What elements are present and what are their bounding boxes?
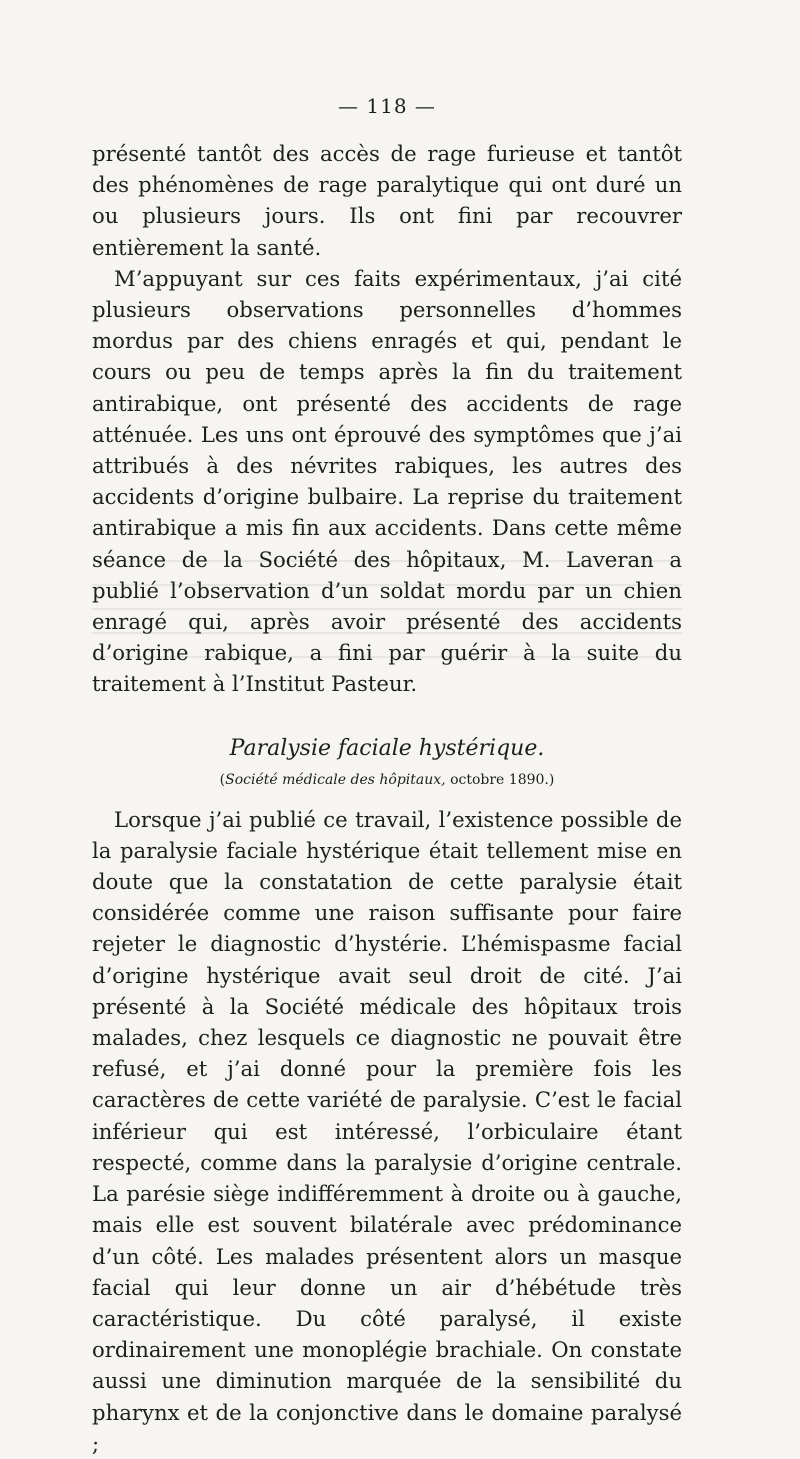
subtitle-date: octobre 1890.) [445,771,555,788]
paragraph-continuation: présenté tantôt des accès de rage furieuse et tantôt des phénomènes de rage paralytique qui ont duré un ou plusieurs jours. Ils ont fini par recouvrer entièrement la santé. [92,141,682,260]
subtitle-society: Société médicale des hôpitaux, [225,771,446,788]
subtitle-open-paren: ( [219,771,226,788]
section-title: Paralysie faciale hystérique. [229,735,545,761]
paragraph-hysterical-paralysis: Lorsque j’ai publié ce travail, l’existence possible de la paralysie faciale hystérique était tellement mise en doute que la constatation de cette paralysie était considérée comme une raison suffisante pour faire rejeter le diagnostic d’hystérie. L’hémispasme facial d’origine hystérique avait seul droit de cité. J’ai présenté à la Société médicale des hôpitaux trois malades, chez lesquels ce diagnostic ne pouvait être refusé, et j’ai donné pour la première fois les caractères de cette variété de paralysie. C’est le facial inférieur qui est intéressé, l’orbiculaire étant respecté, comme dans la paralysie d’origine centrale. La parésie siège indifféremment à droite ou à gauche, mais elle est souvent bilatérale avec prédominance d’un côté. Les malades présentent alors un masque facial qui leur donne un air d’hébétude très caractéristique. Du côté paralysé, il existe ordinairement une monoplégie brachiale. On constate aussi une diminution marquée de la sensibilité du pharynx et de la conjonctive dans le domaine paralysé ; [92,806,682,1456]
paragraph-experimental-facts: M’appuyant sur ces faits expérimentaux, j’ai cité plusieurs observations personnelles d’hommes mordus par des chiens enragés et qui, pendant le cours ou peu de temps après la fin du traitement antirabique, ont présenté des accidents de rage atténuée. Les uns ont éprouvé des symptômes que j’ai attribués à des névrites rabiques, les autres des accidents d’origine bulbaire. La reprise du traitement antirabique a mis fin aux accidents. Dans cette même séance de la Société des hôpitaux, M. Laveran a publié l’observation d’un soldat mordu par un chien enragé qui, après avoir présenté des accidents d’origine rabique, a fini par guérir à la suite du traitement à l’Institut Pasteur. [92,265,682,697]
section-subtitle [92,770,682,790]
page-number: — 118 — [338,94,436,118]
